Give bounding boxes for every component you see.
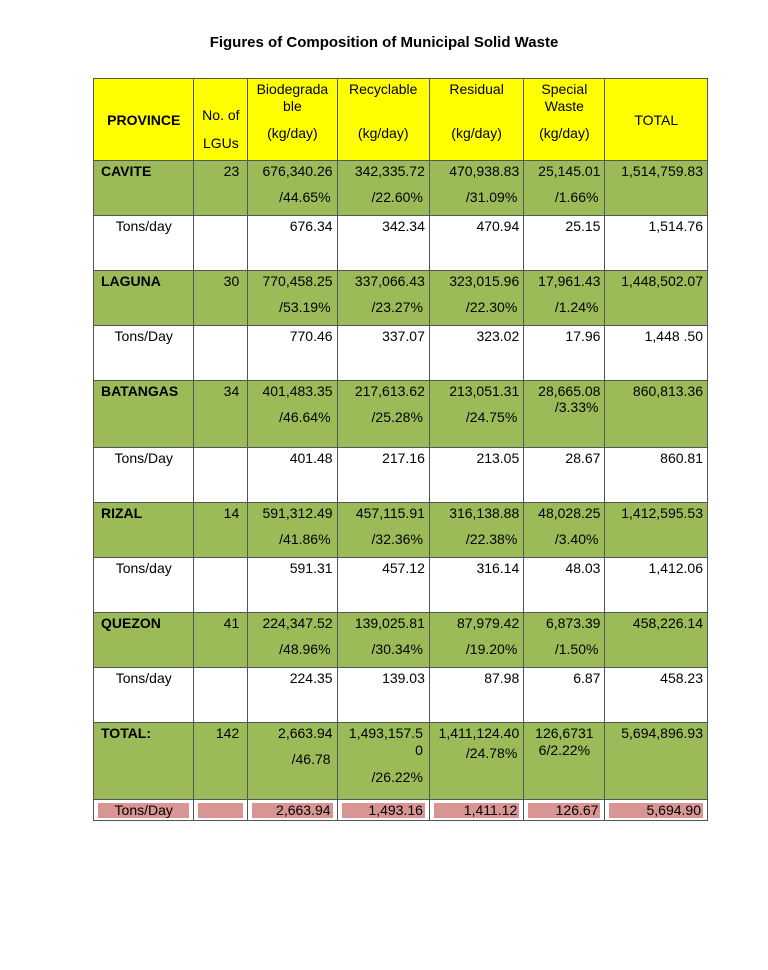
tons-label: Tons/day xyxy=(115,218,172,234)
res-pct: /31.09% xyxy=(465,189,518,205)
res-pct: /22.30% xyxy=(465,299,518,315)
spe-pct: /1.24% xyxy=(554,299,599,315)
rec-kg: 139,025.81 xyxy=(354,615,425,631)
spe-kg: 25,145.01 xyxy=(538,163,601,179)
tons-label: Tons/day xyxy=(115,560,172,576)
bio-tons: 2,663.94 xyxy=(276,802,331,818)
bio-kg: 770,458.25 xyxy=(262,273,333,289)
bio-tons: 676.34 xyxy=(289,218,333,234)
spe-tons: 48.03 xyxy=(565,560,601,576)
bio-kg: 591,312.49 xyxy=(262,505,333,521)
page-title: Figures of Composition of Municipal Solid Waste xyxy=(209,34,559,51)
res-pct: /24.75% xyxy=(465,409,518,425)
spe-tons: 6.87 xyxy=(573,670,601,686)
total-tons-row xyxy=(94,800,708,821)
rec-pct: /32.36% xyxy=(371,531,423,547)
total-kg: 5,694,896.93 xyxy=(621,725,703,741)
res-tons: 213.05 xyxy=(476,450,520,466)
total-kg: 1,412,595.53 xyxy=(621,505,703,521)
province-name: LAGUNA xyxy=(101,273,161,289)
total-tons: 5,694.90 xyxy=(646,802,701,818)
res-kg: 213,051.31 xyxy=(449,383,520,399)
total-kg: 458,226.14 xyxy=(632,615,703,631)
res-kg: 87,979.42 xyxy=(456,615,520,631)
header-unit-res: (kg/day) xyxy=(451,125,502,141)
rec-kg: 457,115.91 xyxy=(355,505,425,521)
tons-row-laguna xyxy=(94,326,708,381)
bio-tons: 401.48 xyxy=(289,450,333,466)
spe-tons: 28.67 xyxy=(565,450,601,466)
header-unit-spe: (kg/day) xyxy=(539,125,590,141)
province-row-rizal xyxy=(94,503,708,558)
spe-pct: /1.66% xyxy=(554,189,599,205)
rec-tons: 337.07 xyxy=(382,328,425,344)
header-special-waste: Special Waste xyxy=(541,81,588,114)
header-unit-bio: (kg/day) xyxy=(267,125,318,141)
bio-kg: 224,347.52 xyxy=(262,615,333,631)
spe-kg: 6,873.39 xyxy=(545,615,601,631)
rec-tons: 457.12 xyxy=(382,560,425,576)
header-lgus-line1: No. of xyxy=(202,107,240,123)
total-kg: 1,448,502.07 xyxy=(621,273,703,289)
bio-pct: /53.19% xyxy=(279,299,331,315)
header-lgus-line2: LGUs xyxy=(202,135,239,151)
res-tons: 470.94 xyxy=(476,218,520,234)
header-total: TOTAL xyxy=(634,111,679,128)
total-kg: 860,813.36 xyxy=(632,383,703,399)
rec-pct: /30.34% xyxy=(371,641,423,657)
bio-pct: /44.65% xyxy=(279,189,331,205)
bio-pct: /46.64% xyxy=(279,409,331,425)
res-tons: 1,411.12 xyxy=(463,802,518,818)
rec-tons: 342.34 xyxy=(382,218,425,234)
lgu-count: 34 xyxy=(223,383,240,399)
res-tons: 87.98 xyxy=(484,670,520,686)
province-name: CAVITE xyxy=(101,163,152,179)
rec-pct: /22.60% xyxy=(371,189,423,205)
res-pct: /19.20% xyxy=(465,641,518,657)
province-row-cavite xyxy=(94,161,708,216)
bio-kg: 676,340.26 xyxy=(262,163,333,179)
rec-kg: 217,613.62 xyxy=(354,383,425,399)
res-kg: 470,938.83 xyxy=(449,163,520,179)
spe-pct: /3.33% xyxy=(554,399,599,415)
header-province: PROVINCE xyxy=(107,111,181,128)
rec-pct: /26.22% xyxy=(371,769,423,785)
rec-tons: 1,493.16 xyxy=(368,802,423,818)
province-name: QUEZON xyxy=(101,615,161,631)
spe-pct: /1.50% xyxy=(554,641,599,657)
header-row xyxy=(94,79,708,161)
province-name: RIZAL xyxy=(101,505,143,521)
rec-tons: 139.03 xyxy=(382,670,425,686)
header-biodegradable: Biodegrada ble xyxy=(256,81,329,114)
res-tons: 323.02 xyxy=(476,328,520,344)
total-tons: 458.23 xyxy=(660,670,703,686)
bio-kg: 2,663.94 xyxy=(278,725,333,741)
tons-row-batangas xyxy=(94,448,708,503)
bio-tons: 591.31 xyxy=(289,560,333,576)
province-name: BATANGAS xyxy=(101,383,179,399)
tons-label: Tons/Day xyxy=(114,328,173,344)
tons-row-rizal xyxy=(94,558,708,613)
province-row-laguna xyxy=(94,271,708,326)
rec-pct: /23.27% xyxy=(371,299,423,315)
bio-pct: /41.86% xyxy=(279,531,331,547)
total-row xyxy=(94,723,708,800)
spe-tons: 25.15 xyxy=(565,218,601,234)
res-kg: 323,015.96 xyxy=(449,273,520,289)
lgu-count: 142 xyxy=(215,725,240,741)
bio-pct: /48.96% xyxy=(279,641,331,657)
res-pct: /24.78% xyxy=(465,745,518,761)
spe-kg: 48,028.25 xyxy=(538,505,601,521)
total-tons: 1,412.06 xyxy=(648,560,703,576)
tons-row-quezon xyxy=(94,668,708,723)
rec-pct: /25.28% xyxy=(371,409,423,425)
province-row-quezon xyxy=(94,613,708,668)
total-tons: 1,514.76 xyxy=(648,218,703,234)
res-pct: /22.38% xyxy=(465,531,518,547)
spe-tons: 17.96 xyxy=(565,328,601,344)
lgu-count: 41 xyxy=(223,615,240,631)
tons-label: Tons/Day xyxy=(114,802,173,818)
bio-kg: 401,483.35 xyxy=(262,383,333,399)
res-kg: 316,138.88 xyxy=(449,505,520,521)
res-kg: 1,411,124.40 xyxy=(438,725,520,741)
bio-pct: /46.78 xyxy=(291,751,331,767)
header-unit-rec: (kg/day) xyxy=(357,125,409,141)
lgu-count: 30 xyxy=(223,273,240,289)
total-tons: 1,448 .50 xyxy=(644,328,703,344)
total-tons: 860.81 xyxy=(660,450,703,466)
rec-tons: 217.16 xyxy=(382,450,425,466)
header-residual: Residual xyxy=(449,81,504,97)
spe-pct: /3.40% xyxy=(554,531,599,547)
tons-label: Tons/day xyxy=(115,670,172,686)
total-kg: 1,514,759.83 xyxy=(621,163,703,179)
total-label: TOTAL: xyxy=(101,725,152,741)
waste-composition-table xyxy=(93,78,708,821)
lgu-count: 23 xyxy=(223,163,240,179)
spe-kg: 17,961.43 xyxy=(538,273,601,289)
tons-label: Tons/Day xyxy=(114,450,173,466)
bio-tons: 770.46 xyxy=(289,328,333,344)
rec-kg: 342,335.72 xyxy=(354,163,425,179)
spe-tons: 126.67 xyxy=(555,802,599,818)
rec-kg: 337,066.43 xyxy=(354,273,425,289)
spe-kg: 28,665.08 xyxy=(538,383,601,399)
rec-kg: 1,493,157.5 0 xyxy=(348,725,423,758)
tons-row-cavite xyxy=(94,216,708,271)
lgu-count: 14 xyxy=(223,505,240,521)
spe-kg: 126,6731 6/2.22% xyxy=(535,725,594,758)
province-row-batangas xyxy=(94,381,708,448)
bio-tons: 224.35 xyxy=(289,670,333,686)
res-tons: 316.14 xyxy=(476,560,520,576)
header-recyclable: Recyclable xyxy=(348,81,418,97)
